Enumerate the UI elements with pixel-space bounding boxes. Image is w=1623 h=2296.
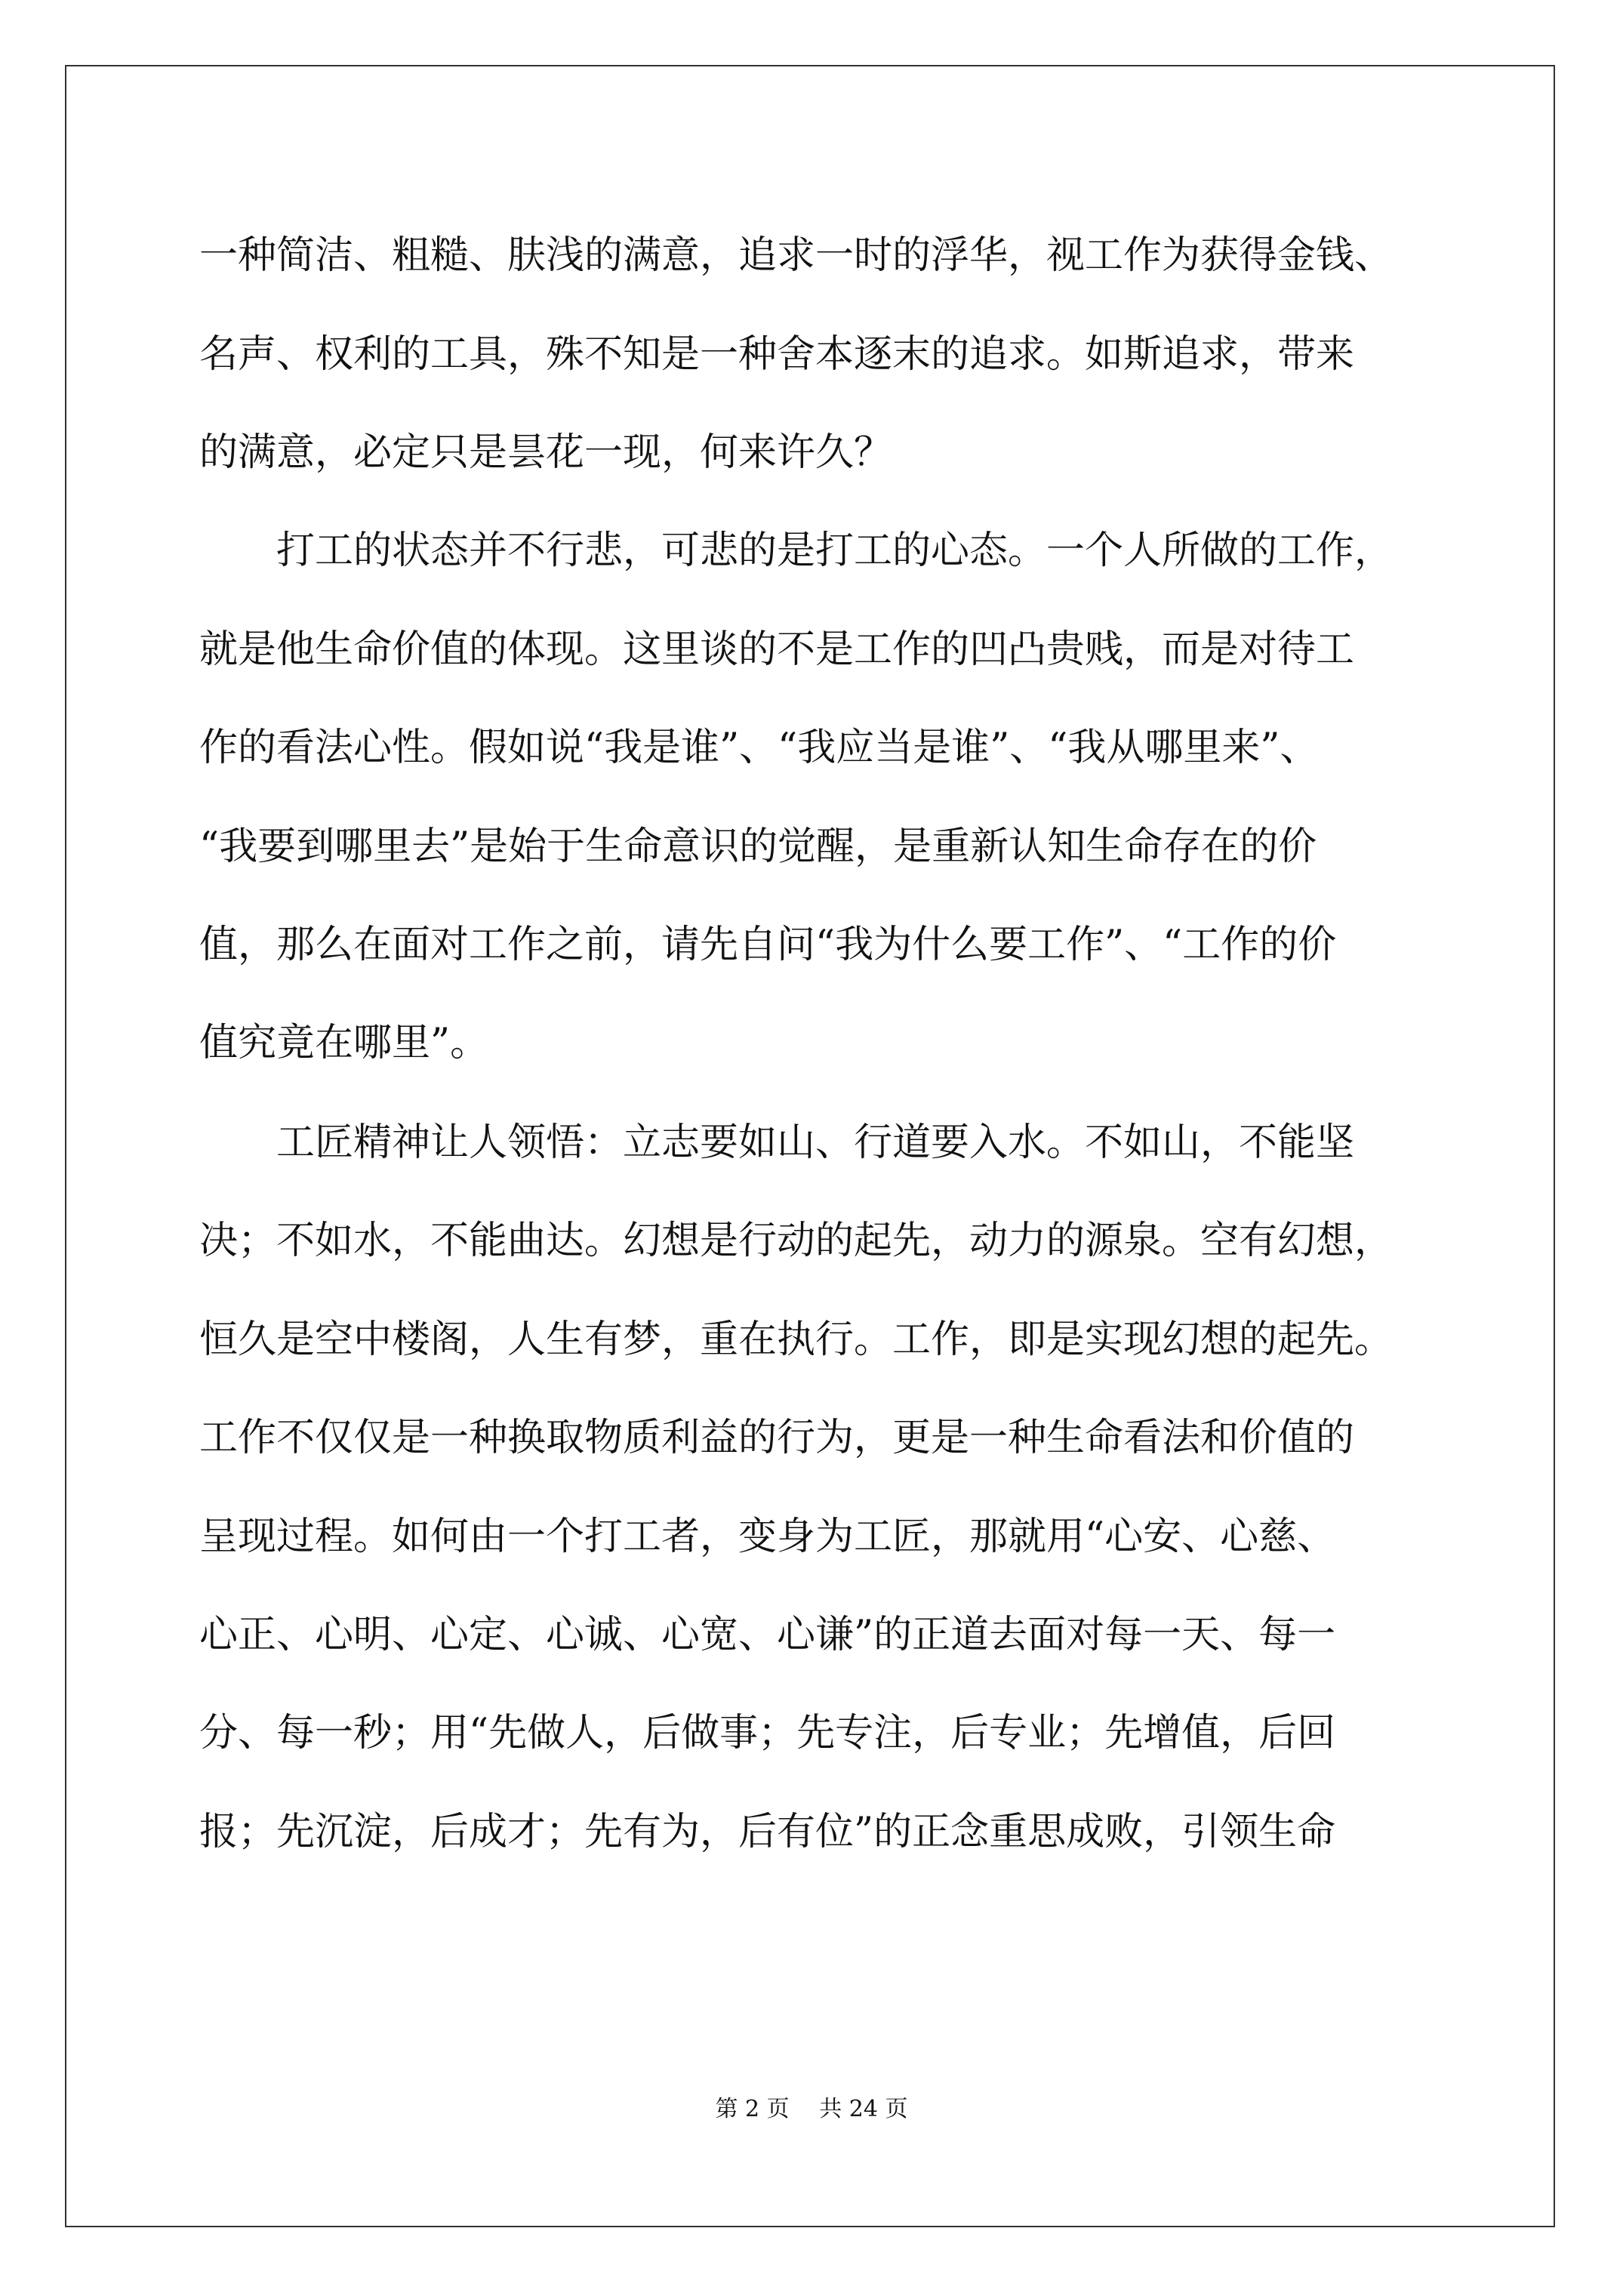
text-line-2: 名声、权利的工具，殊不知是一种舍本逐末的追求。如斯追求，带来	[199, 332, 1355, 377]
text-line-8: 值，那么在面对工作之前，请先自问“我为什么要工作”、“工作的价	[199, 923, 1337, 967]
text-line-13: 工作不仅仅是一种换取物质利益的行为，更是一种生命看法和价值的	[199, 1416, 1355, 1460]
text-line-15: 心正、心明、心定、心诚、心宽、心谦”的正道去面对每一天、每一	[199, 1613, 1336, 1657]
text-line-7: “我要到哪里去”是始于生命意识的觉醒，是重新认知生命存在的价	[199, 824, 1317, 869]
text-line-17: 报；先沉淀，后成才；先有为，后有位”的正念重思成败，引领生命	[199, 1810, 1336, 1854]
page-number-footer: 第 2 页 共 24 页	[715, 2096, 908, 2122]
text-line-9: 值究竟在哪里”。	[199, 1021, 489, 1065]
text-line-3: 的满意，必定只是昙花一现，何来许久？	[199, 430, 893, 475]
text-line-12: 恒久是空中楼阁，人生有梦，重在执行。工作，即是实现幻想的起先。	[199, 1318, 1394, 1362]
text-line-5: 就是他生命价值的体现。这里谈的不是工作的凹凸贵贱，而是对待工	[199, 627, 1355, 672]
text-line-4: 打工的状态并不行悲，可悲的是打工的心态。一个人所做的工作，	[199, 529, 1394, 573]
text-line-16: 分、每一秒；用“先做人，后做事；先专注，后专业；先增值，后回	[199, 1711, 1336, 1755]
text-line-14: 呈现过程。如何由一个打工者，变身为工匠，那就用“心安、心慈、	[199, 1515, 1336, 1559]
text-line-11: 决；不如水，不能曲达。幻想是行动的起先，动力的源泉。空有幻想，	[199, 1219, 1394, 1263]
text-line-6: 作的看法心性。假如说“我是谁”、“我应当是谁”、“我从哪里来”、	[199, 726, 1319, 770]
text-line-1: 一种简洁、粗糙、肤浅的满意，追求一时的浮华，视工作为获得金钱、	[199, 233, 1394, 278]
text-line-10: 工匠精神让人领悟：立志要如山、行道要入水。不如山，不能坚	[199, 1120, 1355, 1165]
